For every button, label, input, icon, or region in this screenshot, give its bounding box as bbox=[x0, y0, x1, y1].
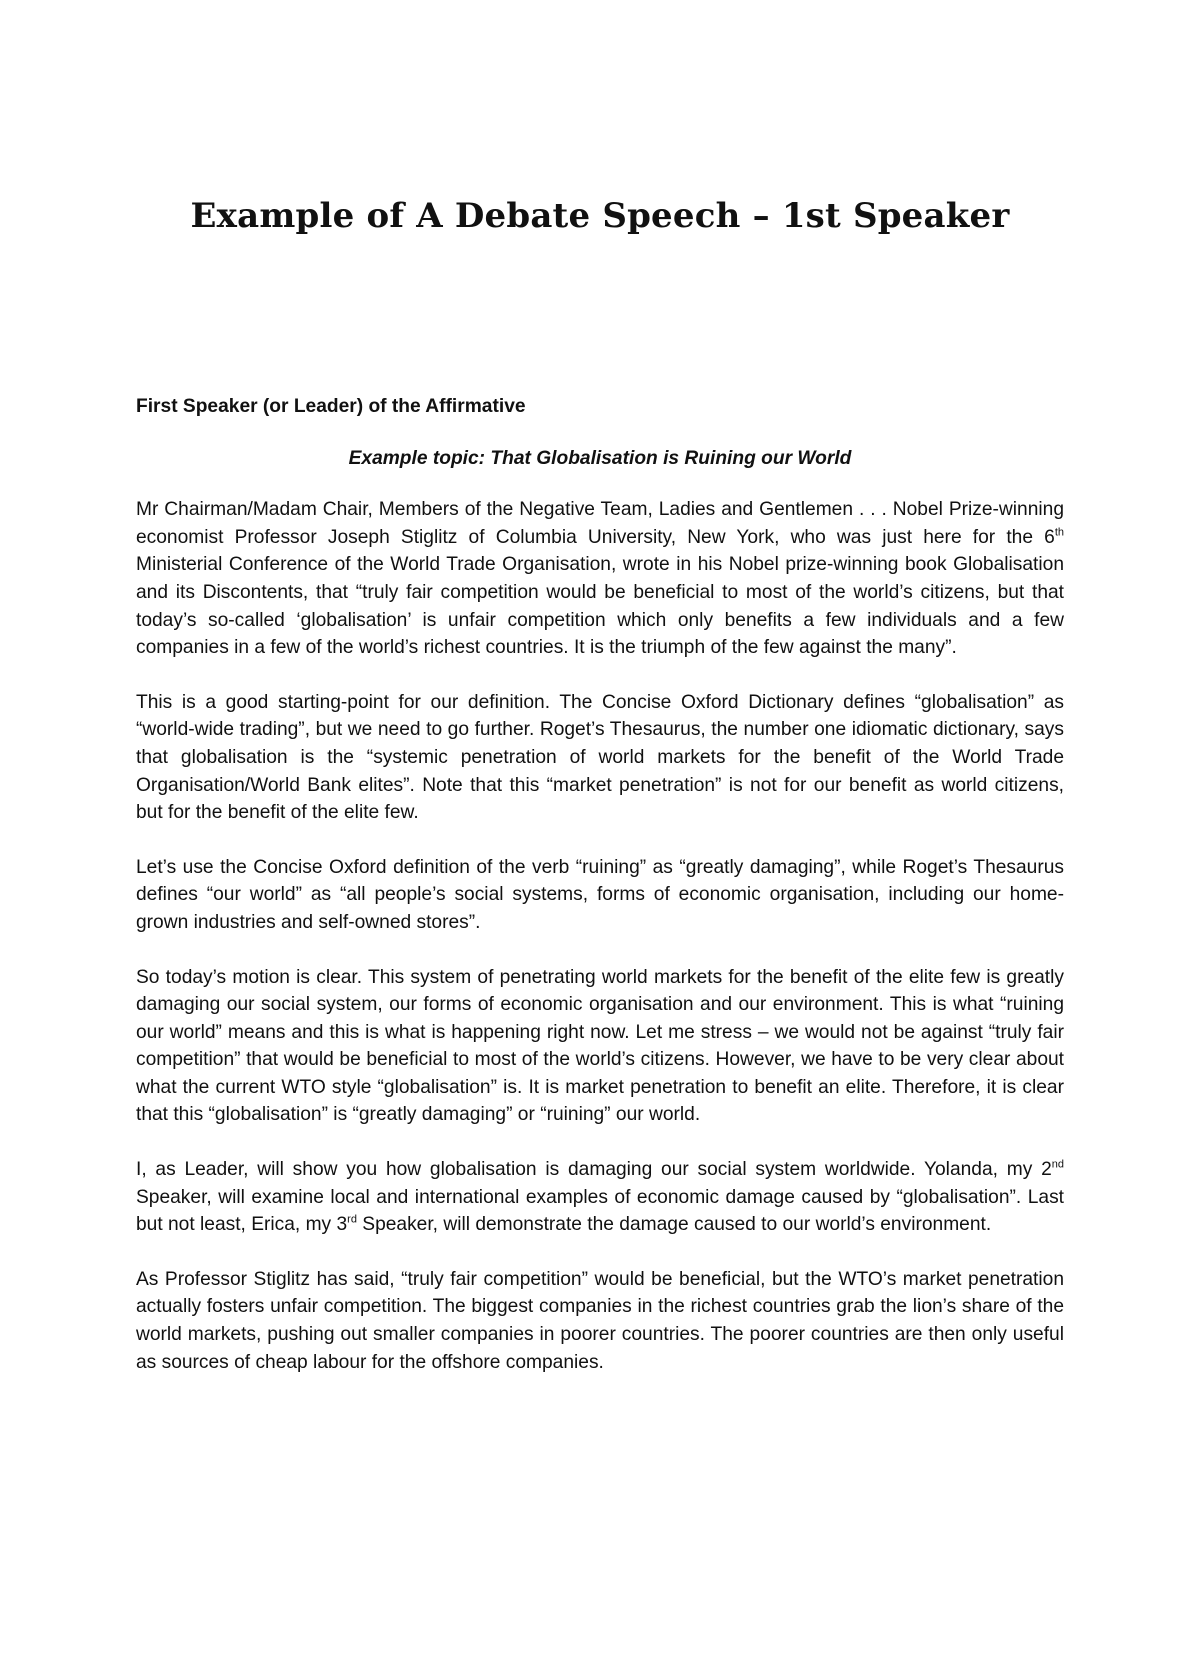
paragraph-argument: As Professor Stiglitz has said, “truly fair competition” would be beneficial, but the WTO’s market penetration actually fosters unfair competition. The biggest companies in the richest countries grab the lion’s share of the world markets, pushing out smaller companies in poorer countries. The poorer countries are then only useful as sources of cheap labour for the offshore companies. bbox=[136, 1268, 1064, 1373]
section-heading: First Speaker (or Leader) of the Affirmative bbox=[136, 396, 526, 417]
paragraph-text: Speaker, will examine local and international examples of economic damage caused by “globalisation”. Last but not least, Erica, my 3 bbox=[136, 1186, 1064, 1236]
paragraph-team-split bbox=[136, 1156, 1064, 1239]
ordinal-suffix: th bbox=[1054, 526, 1064, 539]
document-title: Example of A Debate Speech – 1st Speaker bbox=[190, 196, 1010, 236]
paragraph-definition: This is a good starting-point for our definition. The Concise Oxford Dictionary defines “globalisation” as “world-wide trading”, but we need to go further. Roget’s Thesaurus, the number one idiomatic dictionary, says that globalisation is the “systemic penetration of world markets for the benefit of the World Trade Organisation/World Bank elites”. Note that this “market penetration” is not for our benefit as world citizens, but for the benefit of the elite few. bbox=[136, 691, 1064, 824]
paragraph-text: Mr Chairman/Madam Chair, Members of the Negative Team, Ladies and Gentlemen . . . Nobel Prize-winning economist Professor Joseph Stiglitz of Columbia University, New York, who was just here for the 6 bbox=[136, 499, 1064, 548]
paragraph-text: I, as Leader, will show you how globalisation is damaging our social system worldwide. Yolanda, my 2 bbox=[136, 1159, 1052, 1181]
paragraph-text: Ministerial Conference of the World Trade Organisation, wrote in his Nobel prize-winning book Globalisation and its Discontents, that “truly fair competition would be beneficial to most of the world’s citizens, but that today’s so-called ‘globalisation’ is unfair competition which only benefits a few individuals and a few companies in a few of the world’s richest countries. It is the triumph of the few against the many”. bbox=[136, 554, 1064, 659]
debate-topic: Example topic: That Globalisation is Ruining our World bbox=[348, 447, 852, 469]
ordinal-suffix: nd bbox=[1051, 1158, 1064, 1171]
paragraph-text: Speaker, will demonstrate the damage caused to our world’s environment. bbox=[356, 1214, 992, 1236]
document-body bbox=[136, 393, 1064, 1403]
ordinal-suffix: rd bbox=[347, 1213, 357, 1226]
paragraph-ruining-definition: Let’s use the Concise Oxford definition of the verb “ruining” as “greatly damaging”, while Roget’s Thesaurus defines “our world” as “all people’s social systems, forms of economic organisation, including our home-grown industries and self-owned stores”. bbox=[136, 856, 1064, 933]
paragraph-motion: So today’s motion is clear. This system of penetrating world markets for the benefit of the elite few is greatly damaging our social system, our forms of economic organisation and our environment. This is what “ruining our world” means and this is what is happening right now. Let me stress – we would not be against “truly fair competition” that would be beneficial to most of the world’s citizens. However, we have to be very clear about what the current WTO style “globalisation” is. It is market penetration to benefit an elite. Therefore, it is clear that this “globalisation” is “greatly damaging” or “ruining” our world. bbox=[136, 966, 1064, 1126]
paragraph-introduction bbox=[136, 496, 1064, 662]
